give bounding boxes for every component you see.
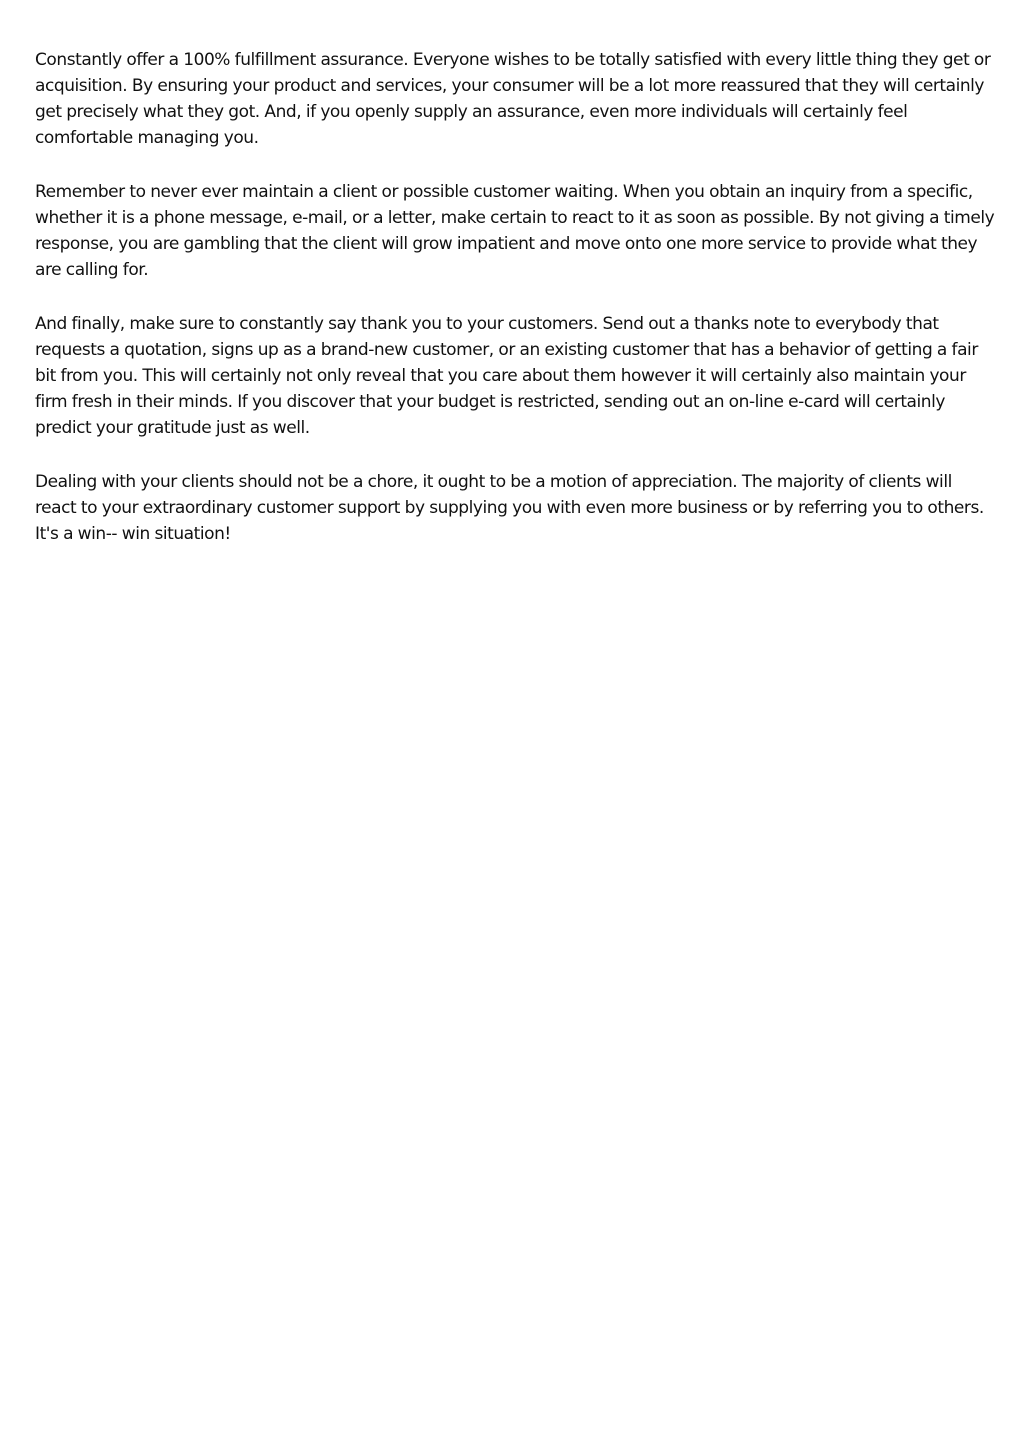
paragraph-never-keep-waiting: Remember to never ever maintain a client or possible customer waiting. When you obtain an inquiry from a specific, whether it is a phone message, e-mail, or a letter, make certain to react to it as soon as possible. By not giving a timely response, you are gambling that the client will grow impatient and move onto one more service to provide what they are calling for. [35, 182, 995, 280]
paragraph-say-thank-you: And finally, make sure to constantly say thank you to your customers. Send out a thanks note to everybody that requests a quotation, signs up as a brand-new customer, or an existing customer that has a behavior of getting a fair bit from you. This will certainly not only reveal that you care about them however it will certainly also maintain your firm fresh in their minds. If you discover that your budget is restricted, sending out an on-line e-card will certainly predict your gratitude just as well. [35, 314, 978, 438]
paragraph-win-win: Dealing with your clients should not be a chore, it ought to be a motion of appreciation. The majority of clients will react to your extraordinary customer support by supplying you with even more business or by referring you to others. It's a win-- win situation! [35, 472, 984, 544]
paragraph-fulfillment-assurance: Constantly offer a 100% fulfillment assurance. Everyone wishes to be totally satisfied with every little thing they get or acquisition. By ensuring your product and services, your consumer will be a lot more reassured that they will certainly get precisely what they got. And, if you openly supply an assurance, even more individuals will certainly feel comfortable managing you. [35, 50, 991, 148]
document-body [35, 47, 995, 575]
